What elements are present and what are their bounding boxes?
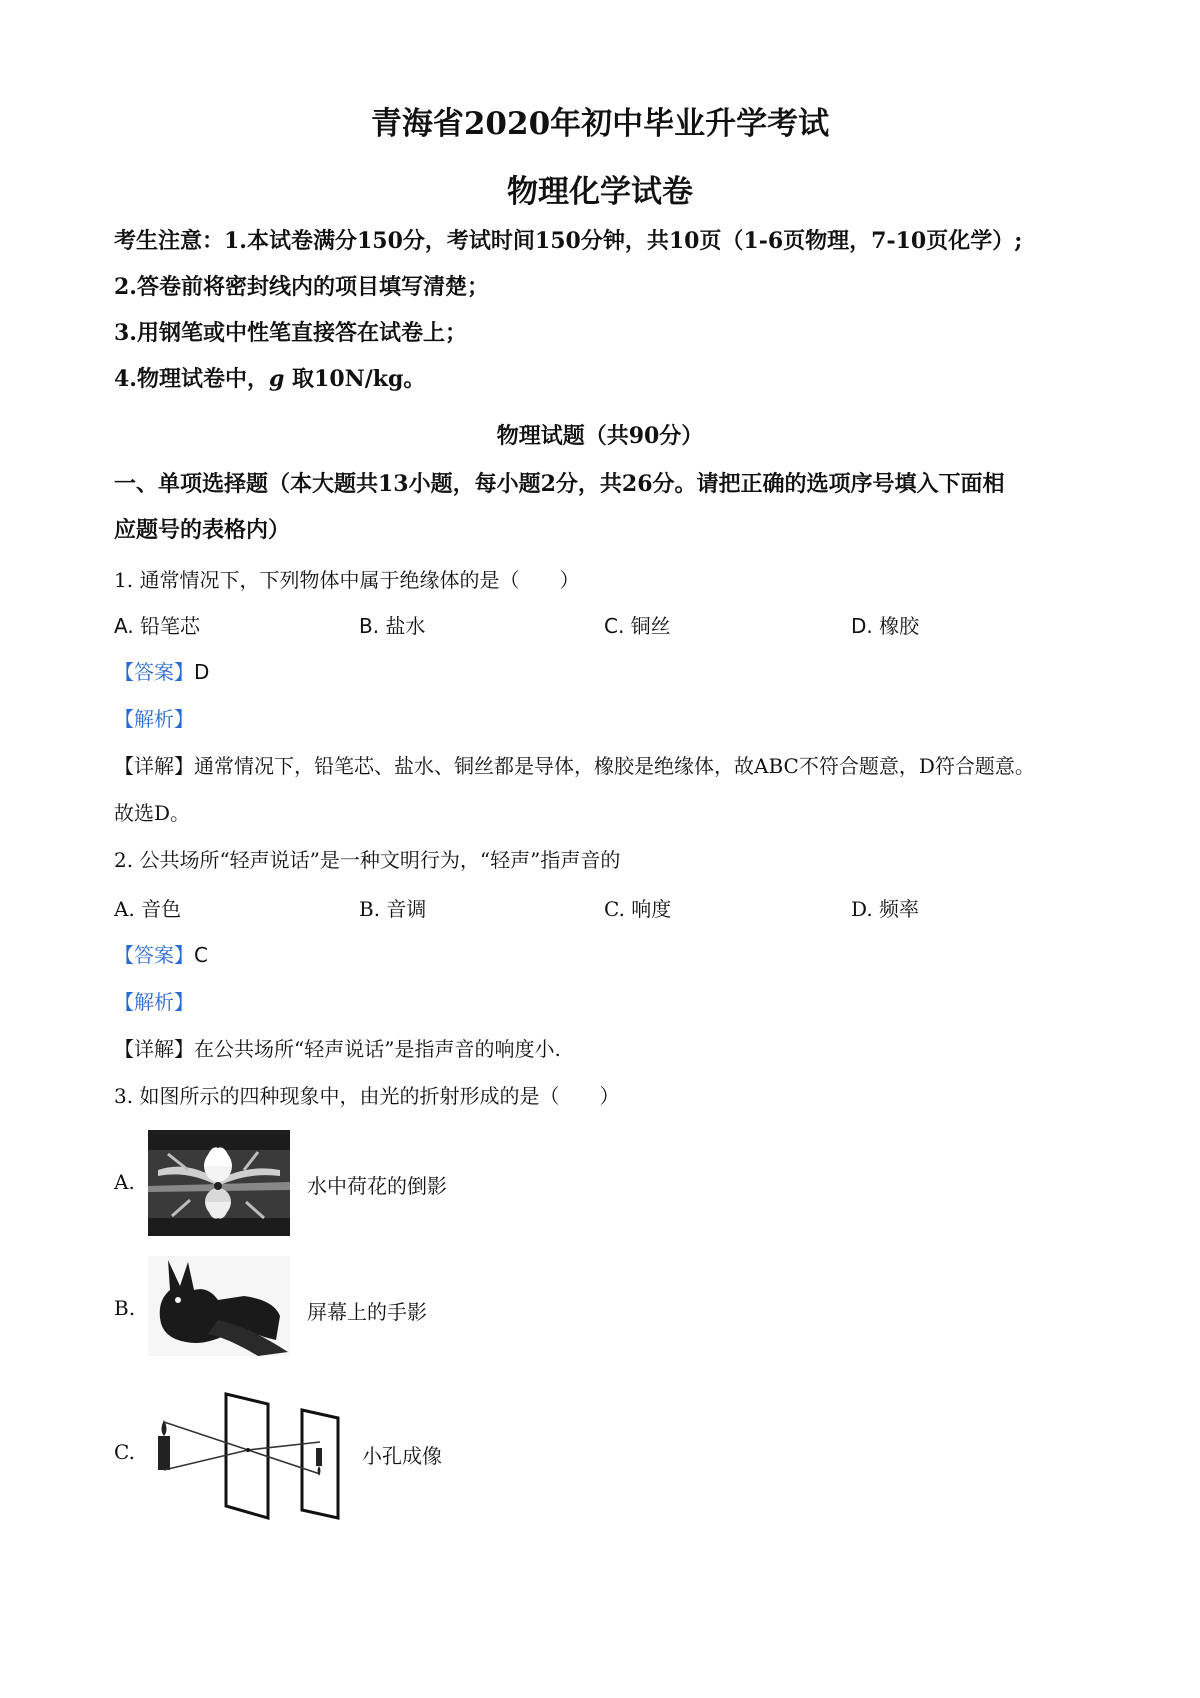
notice-line-2: 2.答卷前将密封线内的项目填写清楚； [114, 274, 489, 300]
q1-detail-text: 通常情况下，铅笔芯、盐水、铜丝都是导体，橡胶是绝缘体，故ABC不符合题意，D符合题意。 [194, 754, 1035, 778]
q1-answer-tag: 【答案】 [114, 660, 194, 684]
q3-option-c-letter: C. [114, 1440, 135, 1464]
q2-stem: 2. 公共场所“轻声说话”是一种文明行为，“轻声”指声音的 [114, 848, 621, 872]
q1-answer-value: D [194, 660, 210, 684]
q3-option-b-letter: B. [114, 1296, 136, 1320]
notice-line-4-suffix: 取10N/kg。 [284, 366, 426, 392]
q1-options [114, 610, 1114, 640]
q2-option-d: D. 频率 [851, 897, 920, 921]
q2-option-c: C. 响度 [604, 897, 672, 921]
pinhole-imaging-image [148, 1390, 356, 1520]
q1-detail-tag: 【详解】 [114, 754, 194, 778]
q2-answer-tag: 【答案】 [114, 943, 194, 967]
hand-shadow-image [148, 1256, 290, 1356]
q2-option-a: A. 音色 [114, 897, 182, 921]
q2-option-b: B. 音调 [359, 897, 427, 921]
exam-subtitle: 物理化学试卷 [507, 174, 693, 210]
q1-option-c: C. 铜丝 [604, 614, 671, 638]
q1-option-a: A. 铅笔芯 [114, 614, 201, 638]
section-title: 物理试题（共90分） [496, 423, 704, 449]
q2-detail [114, 1033, 561, 1062]
part1-instructions-line-1: 一、单项选择题（本大题共13小题，每小题2分，共26分。请把正确的选项序号填入下面相 [114, 471, 1005, 497]
q1-option-d: D. 橡胶 [851, 614, 920, 638]
q2-analysis-tag: 【解析】 [114, 990, 194, 1014]
q3-option-a-letter: A. [114, 1170, 135, 1194]
q3-option-a-caption: 水中荷花的倒影 [307, 1174, 447, 1198]
q1-conclusion: 故选D。 [114, 801, 191, 825]
notice-line-4 [114, 362, 425, 393]
q2-detail-text: 在公共场所“轻声说话”是指声音的响度小. [194, 1037, 561, 1061]
q2-answer [114, 939, 208, 968]
hand-shadow-icon [148, 1256, 290, 1356]
pinhole-imaging-icon [148, 1390, 356, 1520]
q1-analysis-tag: 【解析】 [114, 707, 194, 731]
exam-title: 青海省2020年初中毕业升学考试 [370, 106, 830, 142]
lotus-reflection-image [148, 1130, 290, 1236]
lotus-reflection-icon [148, 1130, 290, 1236]
q2-answer-value: C [194, 943, 208, 967]
q1-detail [114, 750, 1035, 779]
notice-line-4-prefix: 4.物理试卷中， [114, 366, 269, 392]
q3-option-c-caption: 小孔成像 [362, 1444, 442, 1468]
q1-answer [114, 656, 209, 685]
notice-line-3: 3.用钢笔或中性笔直接答在试卷上； [114, 320, 467, 346]
q3-option-b-caption: 屏幕上的手影 [307, 1300, 427, 1324]
q1-stem: 1. 通常情况下，下列物体中属于绝缘体的是（ ） [114, 568, 580, 592]
q2-options [114, 893, 1114, 923]
q3-stem: 3. 如图所示的四种现象中，由光的折射形成的是（ ） [114, 1084, 620, 1108]
notice-line-1: 考生注意：1.本试卷满分150分，考试时间150分钟，共10页（1-6页物理，7-10页化学）; [114, 228, 1023, 254]
gravity-symbol: g [268, 366, 285, 392]
q1-option-b: B. 盐水 [359, 614, 426, 638]
part1-instructions-line-2: 应题号的表格内） [114, 517, 291, 543]
q2-detail-tag: 【详解】 [114, 1037, 194, 1061]
